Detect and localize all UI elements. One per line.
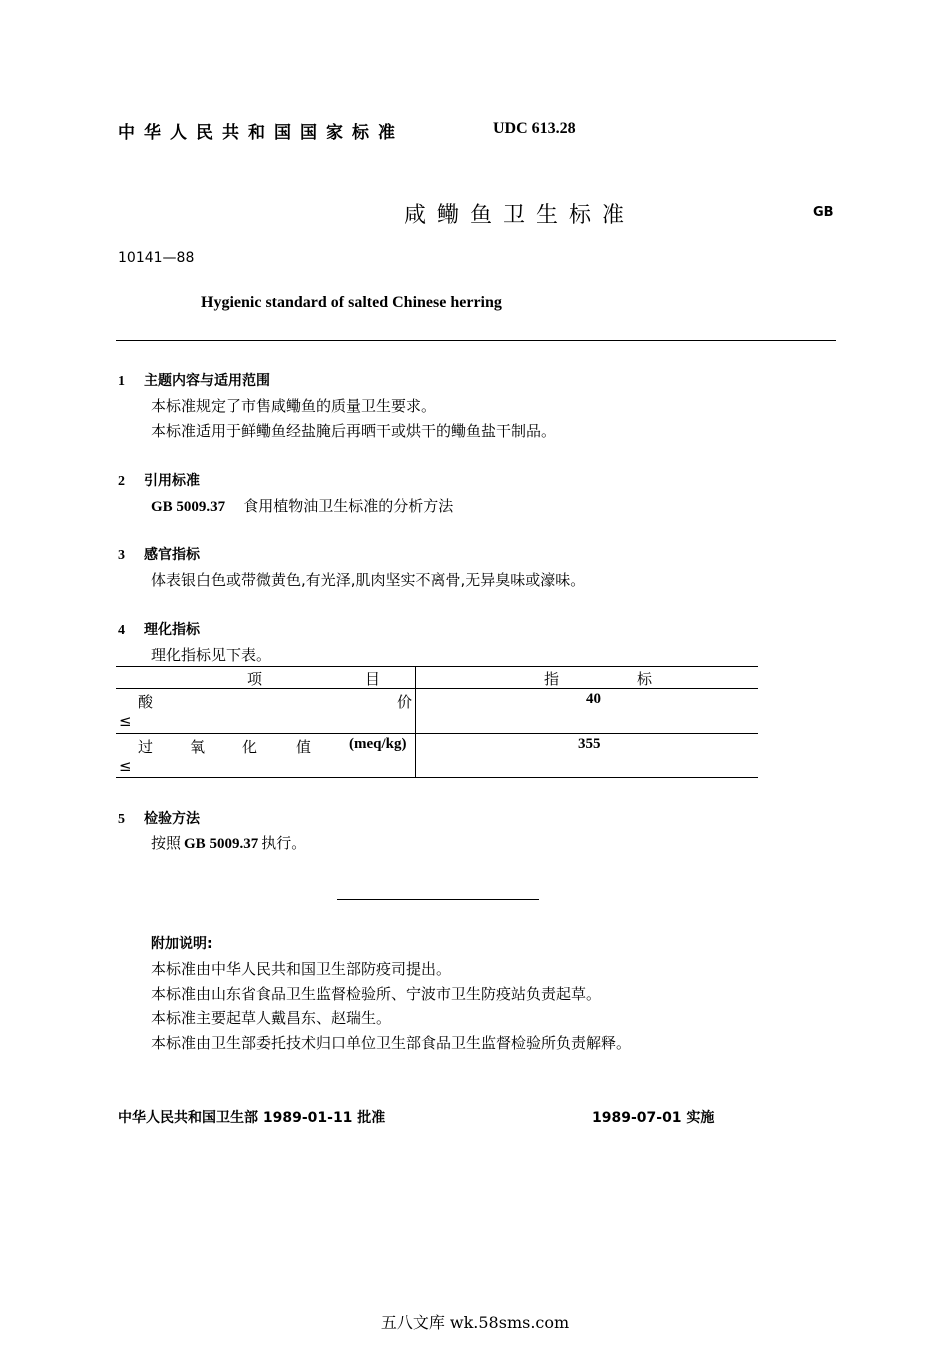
row-2-le-sign: ≤ <box>119 757 132 775</box>
note-line-2: 本标准由山东省食品卫生监督检验所、宁波市卫生防疫站负责起草。 <box>151 985 602 1003</box>
section-2-heading <box>118 470 200 490</box>
method-prefix: 按照 <box>151 834 182 852</box>
method-suffix: 执行。 <box>261 834 307 852</box>
section-4-heading <box>118 619 200 639</box>
section-3-heading <box>118 544 200 564</box>
row-1-item-char-1: 酸 <box>138 693 154 711</box>
gb-label: GB <box>813 205 834 220</box>
indicator-table <box>116 666 758 778</box>
table-column-divider <box>415 666 416 778</box>
section-5-text <box>151 832 306 853</box>
reference-code: GB 5009.37 <box>151 499 226 515</box>
section-number: 2 <box>118 474 125 489</box>
section-4-intro: 理化指标见下表。 <box>151 646 272 664</box>
section-3-text: 体表银白色或带微黄色,有光泽,肌肉坚实不离骨,无异臭味或濠味。 <box>151 571 586 589</box>
section-1-line-2: 本标准适用于鲜鳓鱼经盐腌后再晒干或烘干的鳓鱼盐干制品。 <box>151 422 557 440</box>
method-code: GB 5009.37 <box>184 836 259 852</box>
document-title: 咸鳓鱼卫生标准 <box>404 203 636 228</box>
table-row-border <box>116 733 758 734</box>
section-1-heading <box>118 370 270 390</box>
header-item-char-2: 目 <box>365 670 381 688</box>
section-5-heading <box>118 808 200 828</box>
row-2-unit: (meq/kg) <box>349 736 407 752</box>
row-1-le-sign: ≤ <box>119 712 132 730</box>
section-title: 感官指标 <box>144 547 200 563</box>
section-title: 检验方法 <box>144 811 200 827</box>
section-title: 引用标准 <box>144 473 200 489</box>
section-title: 主题内容与适用范围 <box>144 373 270 389</box>
section-number: 4 <box>118 623 125 638</box>
table-bottom-border <box>116 777 758 778</box>
header-value-char-1: 指 <box>544 670 560 688</box>
header-item-char-1: 项 <box>247 670 263 688</box>
row-2-item-char-4: 值 <box>296 738 312 756</box>
approval-date: 中华人民共和国卫生部 1989-01-11 批准 <box>118 1110 386 1126</box>
section-number: 1 <box>118 374 125 389</box>
notes-heading: 附加说明: <box>151 936 213 952</box>
section-number: 5 <box>118 812 125 827</box>
section-2-reference <box>151 495 453 516</box>
table-top-border <box>116 666 758 667</box>
header-divider <box>116 340 836 341</box>
row-2-item-char-3: 化 <box>242 738 258 756</box>
udc-code: UDC 613.28 <box>493 120 576 137</box>
effective-date: 1989-07-01 实施 <box>592 1110 715 1126</box>
issuer-title: 中华人民共和国国家标准 <box>118 123 404 143</box>
section-number: 3 <box>118 548 125 563</box>
table-header-border <box>116 688 758 689</box>
header-value-char-2: 标 <box>637 670 653 688</box>
row-2-item-char-2: 氧 <box>190 738 206 756</box>
reference-title: 食用植物油卫生标准的分析方法 <box>243 497 454 515</box>
row-1-item-char-2: 价 <box>397 693 413 711</box>
row-2-value: 355 <box>578 736 601 752</box>
row-2-item-char-1: 过 <box>138 738 154 756</box>
standard-number: 10141—88 <box>118 250 195 266</box>
note-line-4: 本标准由卫生部委托技术归口单位卫生部食品卫生监督检验所负责解释。 <box>151 1034 632 1052</box>
note-line-1: 本标准由中华人民共和国卫生部防疫司提出。 <box>151 960 452 978</box>
section-title: 理化指标 <box>144 622 200 638</box>
section-1-line-1: 本标准规定了市售咸鳓鱼的质量卫生要求。 <box>151 397 437 415</box>
row-1-value: 40 <box>586 691 601 707</box>
watermark-text: 五八文库 wk.58sms.com <box>380 1313 570 1332</box>
note-line-3: 本标准主要起草人戴昌东、赵瑞生。 <box>151 1009 392 1027</box>
end-divider <box>337 899 539 900</box>
english-title: Hygienic standard of salted Chinese herring <box>201 294 502 311</box>
